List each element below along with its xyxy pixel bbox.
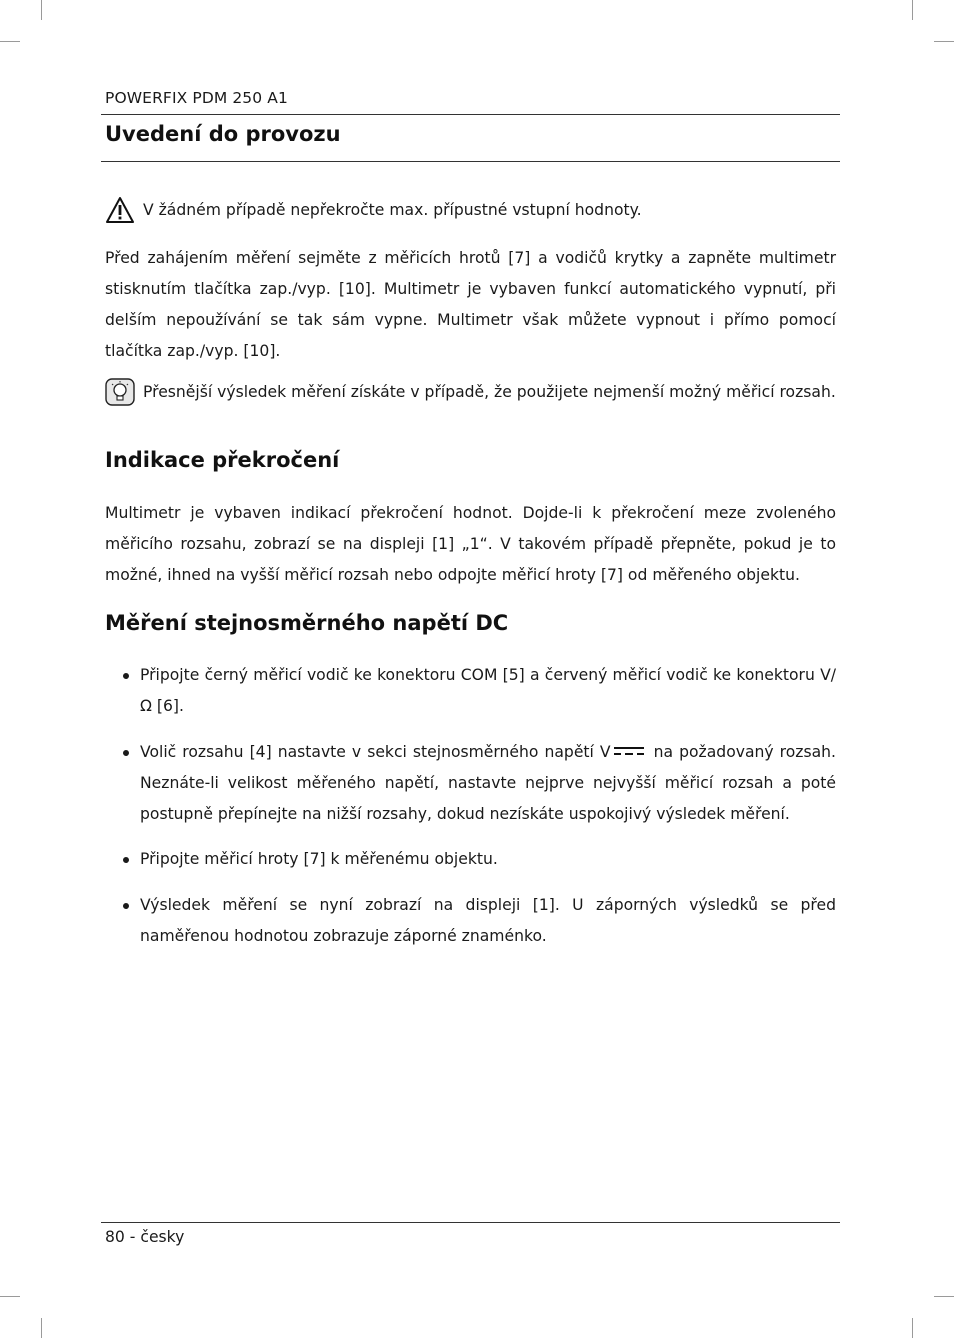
crop-mark bbox=[934, 1296, 954, 1297]
lightbulb-icon bbox=[105, 378, 135, 406]
header-rule bbox=[101, 114, 840, 115]
list-item-text: Volič rozsahu [4] nastavte v sekci stejnosměrného napětí V bbox=[140, 743, 611, 761]
crop-mark bbox=[41, 0, 42, 20]
warning-triangle-icon bbox=[105, 196, 135, 224]
paragraph-startup: Před zahájením měření sejměte z měřicích hrotů [7] a vodičů krytky a zapněte multimetr stisknutím tlačítka zap./vyp. [10]. Multimetr je vybaven funkcí automatického vypnutí, při delším nepoužívání se tak sám vypne. Multimetr však můžete vypnout i přímo pomocí tlačítka zap./vyp. [10]. bbox=[105, 249, 836, 360]
section-title-dc-voltage: Měření stejnosměrného napětí DC bbox=[105, 611, 509, 635]
warning-note bbox=[105, 196, 836, 224]
crop-mark bbox=[912, 1318, 913, 1338]
list-item bbox=[105, 737, 836, 830]
list-item bbox=[105, 890, 836, 952]
list-item-text: na požadovaný rozsah. Neznáte-li velikost měřeného napětí, nastavte nejprve nejvyšší měřicí rozsah a poté postupně přepínejte na nižší rozsahy, dokud nezískáte uspokojivý výsledek měření. bbox=[140, 743, 836, 823]
list-item bbox=[105, 844, 836, 875]
paragraph-overrange: Multimetr je vybaven indikací překročení hodnot. Dojde-li k překročení meze zvoleného měřicího rozsahu, zobrazí se na displeji [1] „1“. V takovém případě přepněte, pokud je to možné, ihned na vyšší měřicí rozsah nebo odpojte měřicí hroty [7] od měřeného objektu. bbox=[105, 504, 836, 584]
bullet-dot bbox=[123, 750, 129, 756]
crop-mark bbox=[0, 41, 20, 42]
section-title-overrange: Indikace překročení bbox=[105, 448, 340, 472]
list-item-text: Připojte měřicí hroty [7] k měřenému objektu. bbox=[140, 850, 498, 868]
tip-text: Přesnější výsledek měření získáte v případě, že použijete nejmenší možný měřicí rozsah. bbox=[143, 383, 836, 401]
crop-mark bbox=[912, 0, 913, 20]
dc-steps-list bbox=[105, 660, 836, 952]
bullet-dot bbox=[123, 673, 129, 679]
tip-note bbox=[105, 378, 836, 406]
bullet-dot bbox=[123, 903, 129, 909]
crop-mark bbox=[934, 41, 954, 42]
list-item bbox=[105, 660, 836, 722]
dc-voltage-symbol-icon bbox=[613, 744, 645, 758]
crop-mark bbox=[0, 1296, 20, 1297]
crop-mark bbox=[41, 1318, 42, 1338]
footer-rule bbox=[101, 1222, 840, 1223]
page-number: 80 - česky bbox=[105, 1228, 185, 1246]
title-rule bbox=[101, 161, 840, 162]
list-item-text: Připojte černý měřicí vodič ke konektoru COM [5] a červený měřicí vodič ke konektoru V/Ω [6]. bbox=[140, 666, 836, 715]
running-header: POWERFIX PDM 250 A1 bbox=[105, 89, 288, 107]
list-item-text: Výsledek měření se nyní zobrazí na displeji [1]. U záporných výsledků se před naměřenou hodnotou zobrazuje záporné znaménko. bbox=[140, 896, 836, 945]
warning-text: V žádném případě nepřekročte max. přípustné vstupní hodnoty. bbox=[143, 201, 642, 219]
bullet-dot bbox=[123, 857, 129, 863]
section-title-startup: Uvedení do provozu bbox=[105, 122, 341, 146]
